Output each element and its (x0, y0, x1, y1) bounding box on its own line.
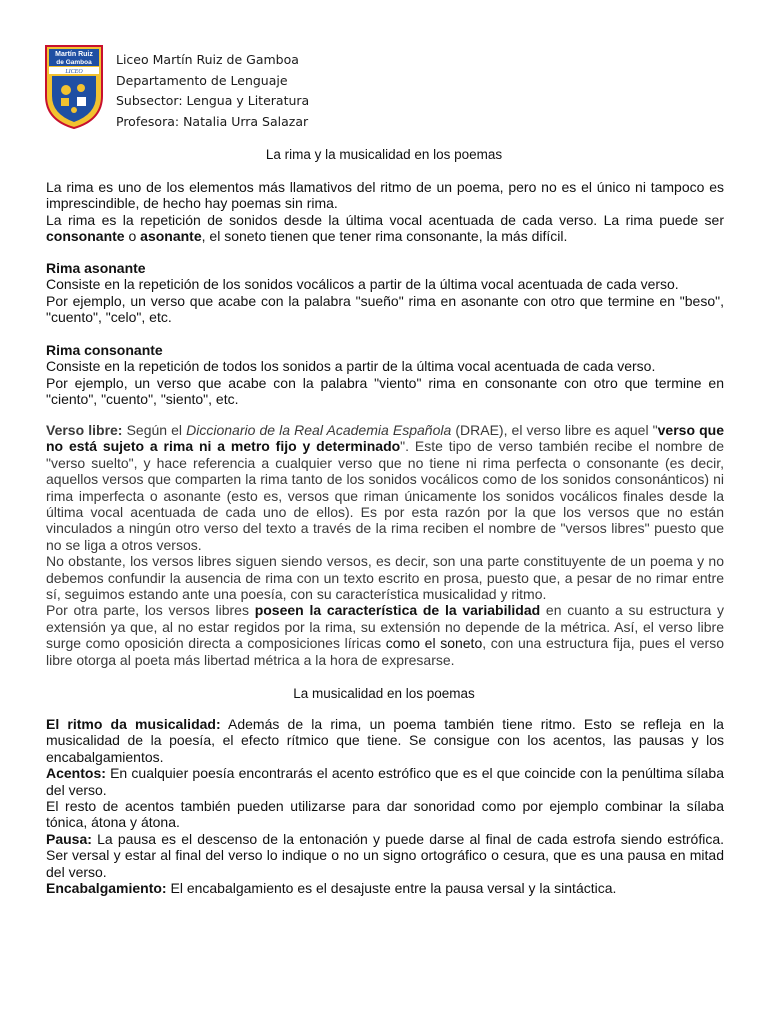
rima-asonante-definition: Consiste en la repetición de los sonidos vocálicos a partir de la última vocal acentuada de cada verso. (46, 276, 679, 293)
rima-consonante-definition: Consiste en la repetición de todos los sonidos a partir de la última vocal acentuada de cada verso. (46, 358, 656, 375)
encabalgamiento-paragraph: Encabalgamiento: El encabalgamiento es el desajuste entre la pausa versal y la sintáctica. (46, 880, 617, 897)
rima-asonante-section (46, 260, 724, 326)
acentos-paragraph: Acentos: En cualquier poesía encontrarás el acento estrófico que es el que coincide con la penúltima sílaba del verso. (46, 765, 724, 798)
rima-consonante-example: Por ejemplo, un verso que acabe con la palabra "viento" rima en consonante con otro que termine en "ciento", "cuento", "siento", etc. (46, 374, 724, 408)
section-title-musicalidad: La musicalidad en los poemas (293, 686, 475, 701)
school-name: Liceo Martín Ruiz de Gamboa (116, 52, 299, 67)
verso-libre-paragraph-3: Por otra parte, los versos libres poseen la característica de la variabilidad en cuanto a su estructura y extensión ya que, al no estar regidos por la rima, su extensión no depende de la métrica. Así, el verso libre surge como oposición directa a composiciones líricas como el soneto, con una estructura fija, pues el verso libre otorga al poeta más libertad métrica a la hora de expresarse. (46, 602, 724, 668)
logo-band-text: LICEO (65, 69, 83, 75)
subsector-name: Subsector: Lengua y Literatura (116, 93, 310, 108)
pausa-paragraph: Pausa: La pausa es el descenso de la entonación y puede darse al final de cada estrofa siendo estrófica. Ser versal y estar al final del verso lo indique o no un signo ortográfico o cesura, que es una pausa en mitad del verso. (46, 830, 724, 880)
document-title: La rima y la musicalidad en los poemas (265, 147, 503, 162)
rima-consonante-heading: Rima consonante (46, 342, 163, 358)
verso-libre-paragraph-2: No obstante, los versos libres siguen siendo versos, es decir, son una parte constituyente de un poema y no debemos confundir la ausencia de rima con un texto escrito en prosa, puesto que, a pesar de no rimar entre sí, seguimos estando ante una poesía, con su característica musicalidad y ritmo. (46, 553, 724, 603)
ritmo-paragraph: El ritmo da musicalidad: Además de la rima, un poema también tiene ritmo. Esto se refleja en la musicalidad de la poesía, el efecto rítmico que tiene. Se consigue con los acentos, las pausas y los encabalgamientos. (46, 716, 724, 765)
logo-middle-text: de Gamboa (56, 59, 92, 66)
teacher-name: Profesora: Natalia Urra Salazar (116, 113, 309, 129)
acentos-paragraph-2: El resto de acentos también pueden utilizarse para dar sonoridad como por ejemplo combinar la sílaba tónica, átona y átona. (46, 798, 724, 831)
intro-section (46, 179, 724, 245)
school-crest-logo (44, 44, 104, 130)
rima-consonante-section (46, 342, 724, 408)
department-name: Departamento de Lenguaje (116, 72, 288, 88)
intro-paragraph-2: La rima es la repetición de sonidos desde la última vocal acentuada de cada verso. La rima puede ser consonante o asonante, el soneto tienen que tener rima consonante, la más difícil. (46, 211, 724, 245)
logo-top-text: Martín Ruiz (55, 51, 93, 58)
school-header (116, 50, 309, 132)
rima-asonante-heading: Rima asonante (46, 260, 146, 276)
intro-paragraph-1: La rima es uno de los elementos más llamativos del ritmo de un poema, pero no es el único ni tampoco es imprescindible, de hecho hay poemas sin rima. (46, 179, 724, 212)
verso-libre-section (46, 422, 724, 668)
musicalidad-section (46, 716, 724, 896)
verso-libre-paragraph-1: Verso libre: Según el Diccionario de la Real Academia Española (DRAE), el verso libre es aquel "verso que no está sujeto a rima ni a metro fijo y determinado". Este tipo de verso también recibe el nombre de "verso suelto", y hace referencia a cualquier verso que no tiene ni rima perfecta o consonante (es decir, aquellos versos que comparten la rima tanto de los sonidos vocálicos como de los sonidos consonánticos) ni rima imperfecta o asonante (esto es, versos que riman únicamente los sonidos vocálicos finales desde la última vocal acentuada de cada uno de ellos). Es por esta razón por la que los versos que no están vinculados a ningún otro verso del texto a través de la rima reciben el nombre de "versos libres" puesto que no se liga a otros versos. (46, 422, 724, 553)
rima-asonante-example: Por ejemplo, un verso que acabe con la palabra "sueño" rima en asonante con otro que termine en "beso", "cuento", "celo", etc. (46, 292, 724, 326)
